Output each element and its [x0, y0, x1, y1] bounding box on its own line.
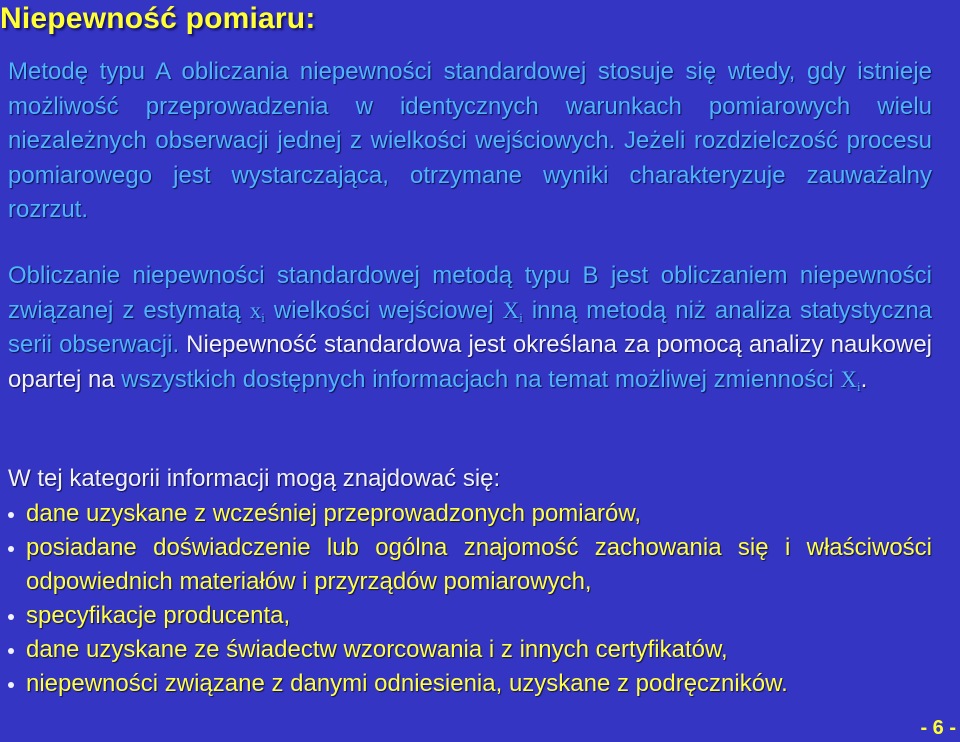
paragraph-type-a [8, 55, 932, 228]
bullet-icon [8, 546, 14, 552]
variable-xi-estimate: $x_i$ [249, 297, 265, 325]
bullet-icon [8, 512, 14, 518]
bullet-icon [8, 682, 14, 688]
paragraph-type-a-part2: Jeżeli rozdzielczość procesu pomiarowego jest wystarczająca, otrzymane wyniki charakteryzuje zauważalny rozrzut. [8, 127, 932, 223]
list-item-text: dane uzyskane ze świadectw wzorcowania i z innych certyfikatów, [26, 636, 728, 663]
list-item [8, 667, 932, 701]
variable-xi-variability: $X_i$ [840, 366, 861, 394]
list-item [8, 633, 932, 667]
list-item [8, 599, 932, 633]
list-item-text: dane uzyskane z wcześniej przeprowadzonych pomiarów, [26, 500, 641, 527]
list-item-text: specyfikacje producenta, [26, 602, 291, 629]
list-item [8, 497, 932, 531]
list-item-text: niepewności związane z danymi odniesienia, uzyskane z podręczników. [26, 670, 788, 697]
paragraph-type-a-part1: Metodę typu A obliczania niepewności standardowej stosuje się wtedy, gdy istnieje możliwość przeprowadzenia w identycznych warunkach pomiarowych wielu niezależnych obserwacji jednej z wielkości wejściowych. [8, 58, 932, 154]
list-item [8, 531, 932, 599]
paragraph-type-b-part5: wszystkich dostępnych informacjach na temat możliwej zmienności [121, 365, 834, 393]
list-item-text: posiadane doświadczenie lub ogólna znajomość zachowania się i właściwości odpowiednich materiałów i przyrządów pomiarowych, [26, 534, 932, 595]
paragraph-type-b-part2: wielkości wejściowej [273, 296, 494, 324]
information-categories-list [8, 497, 932, 701]
variable-xi-input: $X_i$ [502, 297, 523, 325]
bullet-icon [8, 648, 14, 654]
paragraph-type-b-part3: inną metodą niż analiza statystyczna serii obserwacji. [8, 296, 933, 358]
page-number: - 6 - [920, 717, 956, 739]
paragraph-categories-intro-text: W tej kategorii informacji mogą znajdować się: [8, 465, 501, 492]
paragraph-type-b-period: . [860, 365, 868, 393]
paragraph-type-b [8, 259, 932, 397]
bullet-icon [8, 614, 14, 620]
paragraph-categories-intro [8, 462, 932, 497]
slide-title: Niepewność pomiaru: [0, 2, 316, 35]
paragraph-type-b-part4: Niepewność standardowa jest określana za pomocą analizy naukowej opartej na [8, 331, 932, 393]
paragraph-type-b-part1: Obliczanie niepewności standardowej metodą typu B jest obliczaniem niepewności związanej z estymatą [8, 262, 932, 324]
